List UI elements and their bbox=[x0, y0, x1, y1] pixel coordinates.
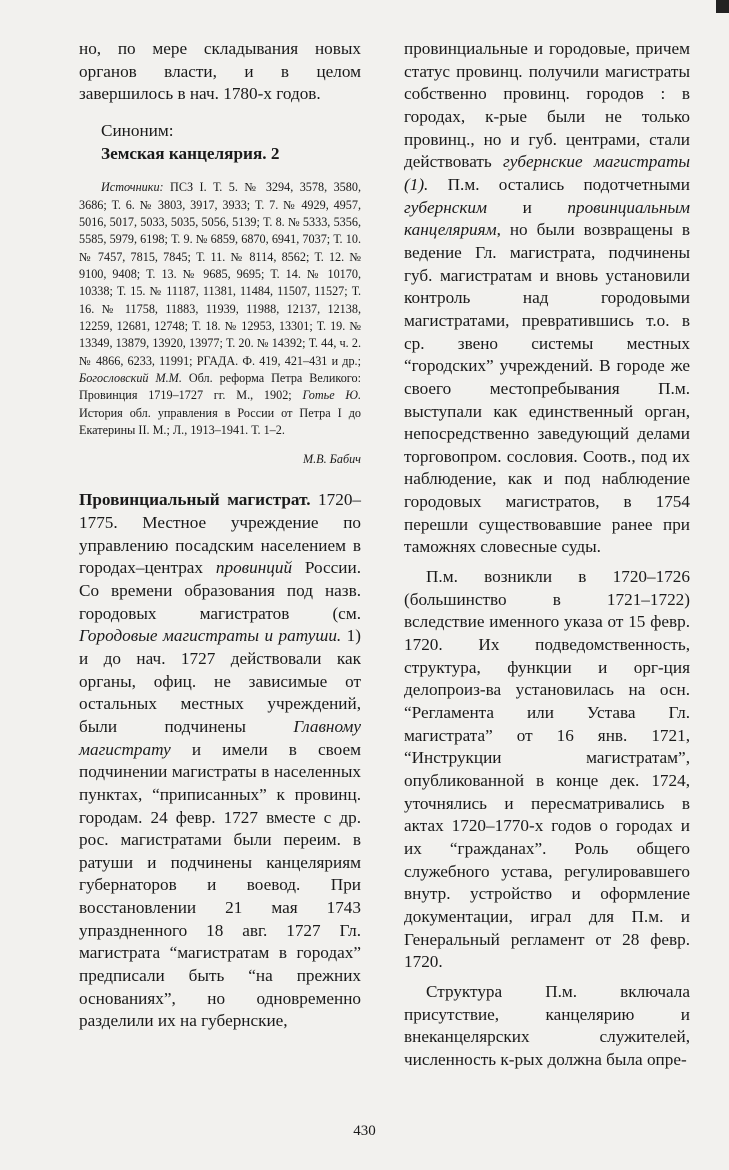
right-paragraph-3: Структура П.м. включала присутствие, канцелярию и внеканцелярских служителей, численность к-рых должна была опре- bbox=[404, 981, 690, 1069]
right-paragraph-1 bbox=[404, 38, 690, 559]
right-p1-italic-2: губернским bbox=[404, 197, 487, 217]
entry-text-1: 1720–1775. Местное учреждение по управлению посадским населением в городах–центрах bbox=[79, 490, 362, 578]
right-paragraph-2: П.м. возникли в 1720–1726 (большинство в 1721–1722) вследствие именного указа от 15 февр. 1720. Их подведомственность, структура, функции и орг-ция делопроиз-ва установилась на осн. “Регламента или Устава Гл. магистрата” от 16 янв. 1721, “Инструкции магистратам”, опубликованной в конце дек. 1724, уточнялись и пересматривались в актах 1720–1770-х годов о городах и их “гражданах”. Роль общего служебного устава, регулировавшего внутр. устройство и оформление документации, играл для П.м. и Генеральный регламент от 28 февр. 1720. bbox=[404, 567, 690, 972]
left-column bbox=[79, 38, 361, 1033]
article-author: М.В. Бабич bbox=[302, 452, 361, 467]
entry-italic-3: Главному магистрату bbox=[79, 716, 361, 759]
sources-author-2: Готье Ю. bbox=[302, 388, 361, 403]
right-p1-text-2: П.м. остались подотчетными bbox=[428, 174, 690, 194]
sources-label: Источники: bbox=[101, 180, 164, 195]
sources-author-1: Богословский М.М. bbox=[79, 370, 182, 385]
entry-provincial-magistrat bbox=[79, 489, 361, 1033]
sources-text-2: Обл. реформа Петра Великого: Провинция 1719–1727 гг. М., 1902; bbox=[79, 370, 361, 403]
synonym-label: Синоним: bbox=[101, 120, 174, 140]
synonym-block bbox=[101, 120, 361, 165]
entry-text-3: 1) и до нач. 1727 действовали как органы, офиц. не зависимые от остальных местных учреждений, были подчинены bbox=[79, 626, 361, 736]
right-p1-text-3: и bbox=[486, 197, 568, 217]
entry-italic-2: Городовые магистраты и ратуши. bbox=[79, 626, 342, 646]
left-paragraph-1: но, по мере складывания новых органов власти, и в целом завершилось в нач. 1780-х годов. bbox=[79, 39, 361, 104]
right-p1-text-4: , но были возвращены в ведение Гл. магистрата, подчинены губ. магистратам и вновь установили контроль над городовыми магистратами, превратившись т.о. в ср. звено системы местных “городских” учреждений. В городе же своего местопребывания П.м. выступали как единственный орган, непосредственно заведующий делами торговопром. сословия. Соотв., под их наблюдение, как и под наблюдение городовых магистратов, в 1754 перешли существовавшие ранее при таможнях словесные суды. bbox=[404, 220, 690, 557]
page-number: 430 bbox=[353, 1123, 376, 1139]
entry-italic-1: провинций bbox=[215, 558, 293, 578]
entry-title: Провинциальный магистрат. bbox=[79, 490, 311, 510]
entry-text-2: России. Со времени образования под назв. городовых магистратов (см. bbox=[79, 558, 362, 623]
sources-text-1: ПСЗ I. Т. 5. № 3294, 3578, 3580, 3686; Т. 6. № 3803, 3917, 3933; Т. 7. № 4929, 4957, 5016, 5017, 5033, 5035, 5056, 5139; Т. 8. № 5333, 5356, 5585, 5979, 6198; Т. 9. № 6859, 6870, 6941, 7037; Т. 10. № 7457, 7815, 7845; Т. 11. № 8114, 8562; Т. 12. № 9100, 9408; Т. 13. № 9685, 9695; Т. 14. № 10170, 10338; Т. 15. № 11187, 11381, 11484, 11507, 11527; Т. 16. № 11758, 11883, 11939, 11988, 12137, 12138, 12259, 12681, 12748; Т. 18. № 12953, 13301; Т. 19. № 13349, 13879, 13920, 13977; Т. 20. № 14392; Т. 44, ч. 2. № 4866, 6233, 11991; РГАДА. Ф. 419, 421–431 и др.; bbox=[79, 180, 361, 368]
synonym-value: Земская канцелярия. 2 bbox=[101, 143, 280, 163]
right-p1-italic-3: провинциальным канцеляриям bbox=[404, 197, 690, 240]
entry-text-4: и имели в своем подчинении магистраты в населенных пунктах, “приписанных” к провинц. городам. 24 февр. 1727 вместе с др. рос. магистратами были переим. в ратуши и подчинены канцеляриям губернаторов и воевод. При восстановлении 21 мая 1743 упраздненного 18 авг. 1727 Гл. магистрата “магистратам в городах” предписали быть “на прежних основаниях”, но одновременно разделили их на губернские, bbox=[79, 739, 361, 1031]
scan-corner-mark bbox=[716, 0, 729, 13]
sources-block bbox=[79, 179, 361, 439]
right-column bbox=[404, 38, 690, 1072]
right-p1-text-1: провинциальные и городовые, причем статус провинц. получили магистраты собственно провинц. городов : в городах, к-рые были не только провинц., но и губ. центрами, стали действовать bbox=[404, 39, 690, 172]
sources-text-3: История обл. управления в России от Петра I до Екатерины II. М.; Л., 1913–1941. Т. 1–2. bbox=[79, 405, 361, 437]
right-p1-italic-1: губернские магистраты (1). bbox=[404, 152, 690, 194]
